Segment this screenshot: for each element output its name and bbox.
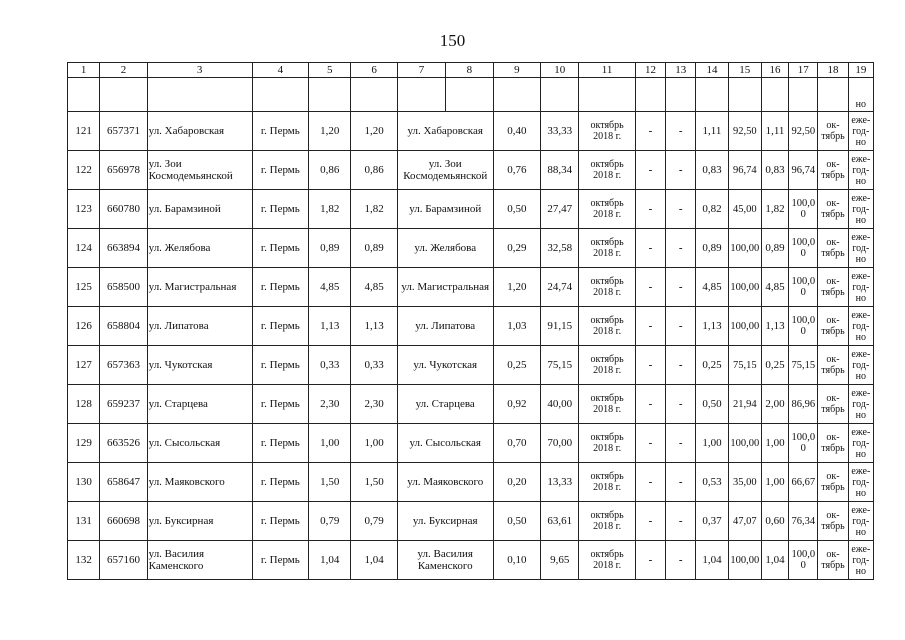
cell-col-19: еже-год-но: [848, 190, 873, 229]
cell-col-2: 660780: [100, 190, 147, 229]
cell-col-7: ул. Липатова: [397, 307, 493, 346]
cell-col-4: г. Пермь: [252, 190, 308, 229]
cell-col-18: ок-тябрь: [818, 346, 848, 385]
cell-col-11: октябрь 2018 г.: [579, 346, 635, 385]
cell-col-10: 88,34: [541, 151, 579, 190]
cell-col-15: 47,07: [728, 502, 761, 541]
header-cell: 17: [789, 63, 818, 78]
table-row: [68, 112, 874, 151]
cell-col-12: -: [635, 307, 665, 346]
cell-col-16: 0,25: [761, 346, 788, 385]
cell-col-9: 0,92: [493, 385, 540, 424]
cell-col-17: 100,0 0: [789, 541, 818, 580]
cell-col-2: 658647: [100, 463, 147, 502]
cell-col-17: 75,15: [789, 346, 818, 385]
cell-col-10: 75,15: [541, 346, 579, 385]
cell-col-18: ок-тябрь: [818, 307, 848, 346]
cell-col-11: октябрь 2018 г.: [579, 112, 635, 151]
cell-col-9: 0,76: [493, 151, 540, 190]
cell-col-18: ок-тябрь: [818, 463, 848, 502]
cell-col-18: ок-тябрь: [818, 151, 848, 190]
cell-col-1: 131: [68, 502, 100, 541]
header-cell: 9: [493, 63, 540, 78]
cell-col-3: ул. Барамзиной: [147, 190, 252, 229]
cell-col-14: 1,11: [696, 112, 728, 151]
cell-col-13: -: [666, 502, 696, 541]
header-cell: 19: [848, 63, 873, 78]
cell-col-14: 0,89: [696, 229, 728, 268]
header-cell: 14: [696, 63, 728, 78]
cell-col-2: 656978: [100, 151, 147, 190]
cell-col-7: ул. Желябова: [397, 229, 493, 268]
cell-col-2: 657363: [100, 346, 147, 385]
cell-col-7: ул. Чукотская: [397, 346, 493, 385]
cell-col-10: 32,58: [541, 229, 579, 268]
header-cell: 3: [147, 63, 252, 78]
cell-col-19: еже-год-но: [848, 229, 873, 268]
cell-col-14: 1,00: [696, 424, 728, 463]
cell-col-1: 121: [68, 112, 100, 151]
cell-col-18: ок-тябрь: [818, 541, 848, 580]
cell-col-14: 0,25: [696, 346, 728, 385]
cell-col-17: 66,67: [789, 463, 818, 502]
cell-col-3: ул. Хабаровская: [147, 112, 252, 151]
cell-col-5: 0,86: [309, 151, 351, 190]
cell-col-19: еже-год-но: [848, 541, 873, 580]
cell-col-6: 1,00: [351, 424, 397, 463]
cell-col-13: -: [666, 463, 696, 502]
cell-col-6: 0,89: [351, 229, 397, 268]
cell-col-13: -: [666, 229, 696, 268]
cell-col-16: 1,11: [761, 112, 788, 151]
cell-col-12: -: [635, 502, 665, 541]
cell-col-17: 86,96: [789, 385, 818, 424]
cell-col-16: 4,85: [761, 268, 788, 307]
cell-col-5: 0,79: [309, 502, 351, 541]
cell-col-1: 132: [68, 541, 100, 580]
cell-col-3: ул. Желябова: [147, 229, 252, 268]
cell-col-9: 0,50: [493, 502, 540, 541]
cell-col-1: 130: [68, 463, 100, 502]
cell-col-5: 0,89: [309, 229, 351, 268]
cell-col-19: еже-год-но: [848, 424, 873, 463]
cell-col-2: 658500: [100, 268, 147, 307]
cell-col-3: ул. Липатова: [147, 307, 252, 346]
header-cell: 10: [541, 63, 579, 78]
cell-col-11: октябрь 2018 г.: [579, 151, 635, 190]
cell-col-18: ок-тябрь: [818, 502, 848, 541]
cell-col-4: г. Пермь: [252, 307, 308, 346]
cell-col-14: 0,37: [696, 502, 728, 541]
cell-col-7: ул. Старцева: [397, 385, 493, 424]
cell-col-9: 0,29: [493, 229, 540, 268]
cell-col-12: -: [635, 229, 665, 268]
cell-col-9: 0,10: [493, 541, 540, 580]
cell-col-6: 1,82: [351, 190, 397, 229]
cell-col-15: 35,00: [728, 463, 761, 502]
cell-col-1: 124: [68, 229, 100, 268]
cell-col-16: 1,13: [761, 307, 788, 346]
continuation-cell: но: [848, 78, 873, 112]
header-cell: 6: [351, 63, 397, 78]
cell-col-14: 0,83: [696, 151, 728, 190]
cell-col-5: 1,20: [309, 112, 351, 151]
cell-col-10: 24,74: [541, 268, 579, 307]
cell-col-11: октябрь 2018 г.: [579, 385, 635, 424]
cell-col-9: 1,03: [493, 307, 540, 346]
table-row: [68, 307, 874, 346]
cell-col-16: 1,00: [761, 463, 788, 502]
header-row: [68, 63, 874, 78]
header-cell: 8: [446, 63, 493, 78]
cell-col-19: еже-год-но: [848, 346, 873, 385]
header-cell: 4: [252, 63, 308, 78]
cell-col-10: 9,65: [541, 541, 579, 580]
table-row: [68, 346, 874, 385]
cell-col-3: ул. Чукотская: [147, 346, 252, 385]
cell-col-2: 658804: [100, 307, 147, 346]
header-cell: 16: [761, 63, 788, 78]
cell-col-4: г. Пермь: [252, 385, 308, 424]
cell-col-7: ул. Сысольская: [397, 424, 493, 463]
cell-col-6: 0,79: [351, 502, 397, 541]
cell-col-5: 1,04: [309, 541, 351, 580]
cell-col-19: еже-год-но: [848, 268, 873, 307]
cell-col-15: 92,50: [728, 112, 761, 151]
cell-col-12: -: [635, 424, 665, 463]
cell-col-18: ок-тябрь: [818, 112, 848, 151]
cell-col-17: 92,50: [789, 112, 818, 151]
cell-col-2: 657160: [100, 541, 147, 580]
cell-col-15: 45,00: [728, 190, 761, 229]
cell-col-6: 0,33: [351, 346, 397, 385]
cell-col-14: 0,50: [696, 385, 728, 424]
cell-col-5: 1,13: [309, 307, 351, 346]
cell-col-9: 1,20: [493, 268, 540, 307]
cell-col-1: 129: [68, 424, 100, 463]
cell-col-10: 40,00: [541, 385, 579, 424]
cell-col-11: октябрь 2018 г.: [579, 229, 635, 268]
table-row: [68, 424, 874, 463]
cell-col-3: ул. Буксирная: [147, 502, 252, 541]
cell-col-1: 125: [68, 268, 100, 307]
header-cell: 18: [818, 63, 848, 78]
cell-col-10: 27,47: [541, 190, 579, 229]
cell-col-3: ул. Зои Космодемьянской: [147, 151, 252, 190]
cell-col-15: 96,74: [728, 151, 761, 190]
cell-col-10: 91,15: [541, 307, 579, 346]
cell-col-7: ул. Барамзиной: [397, 190, 493, 229]
cell-col-18: ок-тябрь: [818, 229, 848, 268]
cell-col-7: ул. Маяковского: [397, 463, 493, 502]
cell-col-9: 0,40: [493, 112, 540, 151]
cell-col-5: 0,33: [309, 346, 351, 385]
cell-col-11: октябрь 2018 г.: [579, 463, 635, 502]
table-row: [68, 190, 874, 229]
cell-col-2: 660698: [100, 502, 147, 541]
header-cell: 12: [635, 63, 665, 78]
cell-col-5: 4,85: [309, 268, 351, 307]
cell-col-7: ул. Буксирная: [397, 502, 493, 541]
cell-col-13: -: [666, 346, 696, 385]
cell-col-16: 0,89: [761, 229, 788, 268]
cell-col-12: -: [635, 385, 665, 424]
cell-col-15: 100,00: [728, 424, 761, 463]
cell-col-2: 659237: [100, 385, 147, 424]
cell-col-10: 70,00: [541, 424, 579, 463]
cell-col-18: ок-тябрь: [818, 190, 848, 229]
cell-col-16: 0,83: [761, 151, 788, 190]
table-row: [68, 463, 874, 502]
table-row: [68, 151, 874, 190]
cell-col-12: -: [635, 463, 665, 502]
cell-col-7: ул. Хабаровская: [397, 112, 493, 151]
cell-col-14: 4,85: [696, 268, 728, 307]
cell-col-6: 1,13: [351, 307, 397, 346]
cell-col-5: 1,50: [309, 463, 351, 502]
table-row: [68, 385, 874, 424]
cell-col-3: ул. Сысольская: [147, 424, 252, 463]
cell-col-17: 100,0 0: [789, 268, 818, 307]
cell-col-15: 100,00: [728, 541, 761, 580]
cell-col-14: 0,53: [696, 463, 728, 502]
data-table: [67, 62, 874, 580]
cell-col-6: 1,04: [351, 541, 397, 580]
cell-col-14: 0,82: [696, 190, 728, 229]
table-row: [68, 229, 874, 268]
cell-col-10: 13,33: [541, 463, 579, 502]
cell-col-6: 2,30: [351, 385, 397, 424]
header-cell: 7: [397, 63, 445, 78]
cell-col-6: 1,20: [351, 112, 397, 151]
cell-col-4: г. Пермь: [252, 346, 308, 385]
cell-col-16: 1,04: [761, 541, 788, 580]
cell-col-12: -: [635, 112, 665, 151]
cell-col-2: 657371: [100, 112, 147, 151]
cell-col-11: октябрь 2018 г.: [579, 190, 635, 229]
cell-col-6: 4,85: [351, 268, 397, 307]
cell-col-2: 663894: [100, 229, 147, 268]
cell-col-4: г. Пермь: [252, 229, 308, 268]
header-cell: 1: [68, 63, 100, 78]
cell-col-17: 96,74: [789, 151, 818, 190]
table-row: [68, 502, 874, 541]
cell-col-14: 1,04: [696, 541, 728, 580]
cell-col-15: 21,94: [728, 385, 761, 424]
cell-col-19: еже-год-но: [848, 151, 873, 190]
cell-col-3: ул. Маяковского: [147, 463, 252, 502]
cell-col-19: еже-год-но: [848, 307, 873, 346]
cell-col-16: 1,82: [761, 190, 788, 229]
header-cell: 15: [728, 63, 761, 78]
cell-col-4: г. Пермь: [252, 112, 308, 151]
cell-col-13: -: [666, 385, 696, 424]
cell-col-15: 100,00: [728, 307, 761, 346]
cell-col-14: 1,13: [696, 307, 728, 346]
cell-col-12: -: [635, 541, 665, 580]
cell-col-13: -: [666, 307, 696, 346]
cell-col-6: 1,50: [351, 463, 397, 502]
cell-col-11: октябрь 2018 г.: [579, 424, 635, 463]
cell-col-1: 123: [68, 190, 100, 229]
cell-col-19: еже-год-но: [848, 502, 873, 541]
cell-col-11: октябрь 2018 г.: [579, 502, 635, 541]
cell-col-7: ул. Магистральная: [397, 268, 493, 307]
cell-col-13: -: [666, 151, 696, 190]
cell-col-17: 100,0 0: [789, 307, 818, 346]
cell-col-13: -: [666, 541, 696, 580]
cell-col-1: 127: [68, 346, 100, 385]
cell-col-5: 1,82: [309, 190, 351, 229]
cell-col-3: ул. Старцева: [147, 385, 252, 424]
table-row: [68, 541, 874, 580]
cell-col-7: ул. Василия Каменского: [397, 541, 493, 580]
header-cell: 5: [309, 63, 351, 78]
cell-col-9: 0,70: [493, 424, 540, 463]
cell-col-4: г. Пермь: [252, 463, 308, 502]
cell-col-2: 663526: [100, 424, 147, 463]
cell-col-12: -: [635, 151, 665, 190]
cell-col-11: октябрь 2018 г.: [579, 307, 635, 346]
cell-col-13: -: [666, 424, 696, 463]
cell-col-5: 2,30: [309, 385, 351, 424]
cell-col-3: ул. Василия Каменского: [147, 541, 252, 580]
cell-col-17: 76,34: [789, 502, 818, 541]
cell-col-12: -: [635, 190, 665, 229]
cell-col-9: 0,50: [493, 190, 540, 229]
cell-col-9: 0,20: [493, 463, 540, 502]
cell-col-16: 0,60: [761, 502, 788, 541]
cell-col-15: 100,00: [728, 268, 761, 307]
cell-col-4: г. Пермь: [252, 424, 308, 463]
cell-col-11: октябрь 2018 г.: [579, 268, 635, 307]
cell-col-15: 75,15: [728, 346, 761, 385]
cell-col-13: -: [666, 268, 696, 307]
cell-col-18: ок-тябрь: [818, 268, 848, 307]
cell-col-18: ок-тябрь: [818, 385, 848, 424]
cell-col-19: еже-год-но: [848, 385, 873, 424]
cell-col-12: -: [635, 346, 665, 385]
cell-col-19: еже-год-но: [848, 112, 873, 151]
table-row: [68, 268, 874, 307]
cell-col-9: 0,25: [493, 346, 540, 385]
header-cell: 2: [100, 63, 147, 78]
cell-col-10: 33,33: [541, 112, 579, 151]
cell-col-10: 63,61: [541, 502, 579, 541]
header-cell: 13: [666, 63, 696, 78]
cell-col-17: 100,0 0: [789, 190, 818, 229]
cell-col-11: октябрь 2018 г.: [579, 541, 635, 580]
cell-col-5: 1,00: [309, 424, 351, 463]
cell-col-6: 0,86: [351, 151, 397, 190]
cell-col-16: 2,00: [761, 385, 788, 424]
cell-col-17: 100,0 0: [789, 424, 818, 463]
continuation-row: [68, 78, 874, 112]
cell-col-4: г. Пермь: [252, 268, 308, 307]
cell-col-7: ул. Зои Космодемьянской: [397, 151, 493, 190]
cell-col-1: 126: [68, 307, 100, 346]
cell-col-16: 1,00: [761, 424, 788, 463]
cell-col-1: 128: [68, 385, 100, 424]
cell-col-18: ок-тябрь: [818, 424, 848, 463]
cell-col-13: -: [666, 190, 696, 229]
cell-col-19: еже-год-но: [848, 463, 873, 502]
cell-col-1: 122: [68, 151, 100, 190]
cell-col-4: г. Пермь: [252, 541, 308, 580]
header-cell: 11: [579, 63, 635, 78]
page-number: 150: [439, 31, 466, 50]
cell-col-3: ул. Магистральная: [147, 268, 252, 307]
cell-col-4: г. Пермь: [252, 502, 308, 541]
cell-col-15: 100,00: [728, 229, 761, 268]
cell-col-17: 100,0 0: [789, 229, 818, 268]
cell-col-13: -: [666, 112, 696, 151]
cell-col-4: г. Пермь: [252, 151, 308, 190]
cell-col-12: -: [635, 268, 665, 307]
